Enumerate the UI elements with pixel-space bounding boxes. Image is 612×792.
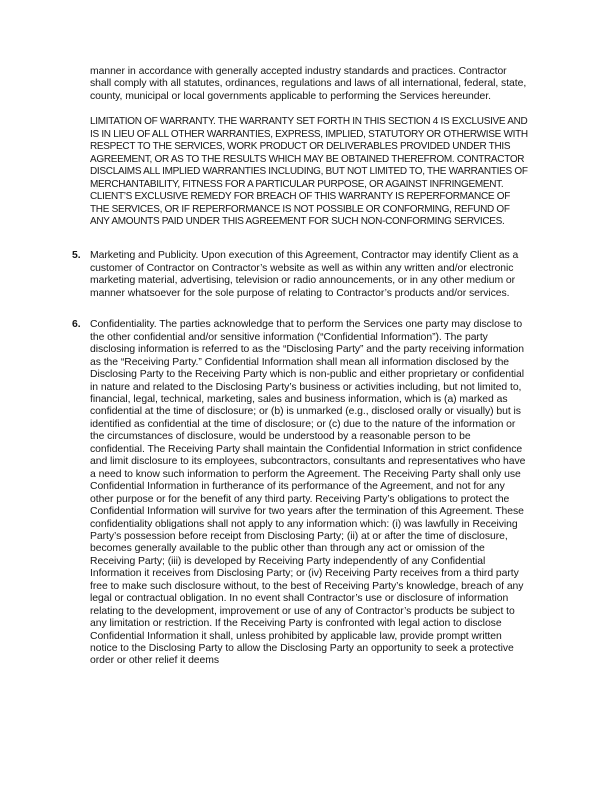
section-5-text: Marketing and Publicity. Upon execution of this Agreement, Contractor may identify Client as a customer of Contractor on Contractor’s website as well as within any written and/or electronic marketing material, advertising, television or radio announcements, or in any other medium or manner whatsoever for the sole purpose of relating to Contractor’s products and/or services. (90, 250, 519, 299)
page-content (72, 66, 528, 668)
section-6-number: 6. (72, 319, 81, 331)
paragraph-limitation-of-warranty: LIMITATION OF WARRANTY. THE WARRANTY SET FORTH IN THIS SECTION 4 IS EXCLUSIVE AND IS IN LIEU OF ALL OTHER WARRANTIES, EXPRESS, IMPLIED, STATUTORY OR OTHERWISE WITH RESPECT TO THE SERVICES, WORK PRODUCT OR DELIVERABLES PROVIDED UNDER THIS AGREEMENT, OR AS TO THE RESULTS WHICH MAY BE OBTAINED THEREFROM. CONTRACTOR DISCLAIMS ALL IMPLIED WARRANTIES INCLUDING, BUT NOT LIMITED TO, THE WARRANTIES OF MERCHANTABILITY, FITNESS FOR A PARTICULAR PURPOSE, OR AGAINST INFRINGEMENT. CLIENT’S EXCLUSIVE REMEDY FOR BREACH OF THIS WARRANTY IS REPERFORMANCE OF THE SERVICES, OR IF REPERFORMANCE IS NOT POSSIBLE OR CONFORMING, REFUND OF ANY AMOUNTS PAID UNDER THIS AGREEMENT FOR SUCH NON-CONFORMING SERVICES. (90, 116, 528, 227)
paragraph-compliance-continuation: manner in accordance with generally accepted industry standards and practices. Contractor shall comply with all statutes, ordinances, regulations and laws of all international, federal, state, county, municipal or local governments applicable to performing the Services hereunder. (90, 66, 527, 102)
section-6-confidentiality (72, 319, 528, 668)
section-6-text: Confidentiality. The parties acknowledge that to perform the Services one party may disclose to the other confidential and/or sensitive information (“Confidential Information”). The party disclosing information is referred to as the “Disclosing Party” and the party receiving information as the “Receiving Party.” Confidential Information shall mean all information disclosed by the Disclosing Party to the Receiving Party which is non-public and either proprietary or confidential in nature and related to the Disclosing Party’s business or activities including, but not limited to, financial, legal, technical, marketing, sales and business information, which is (a) marked as confidential at the time of disclosure; or (b) is unmarked (e.g., disclosed orally or visually) but is identified as confidential at the time of disclosure; or (c) due to the nature of the information or the circumstances of disclosure, would be understood by a reasonable person to be confidential. The Receiving Party shall maintain the Confidential Information in strict confidence and limit disclosure to its employees, subcontractors, consultants and representatives who have a need to know such information to perform the Agreement. The Receiving Party shall only use Confidential Information in furtherance of its performance of the Agreement, and not for any other purpose or for the benefit of any third party. Receiving Party’s obligations to protect the Confidential Information will survive for two years after the termination of this Agreement. These confidentiality obligations shall not apply to any information which: (i) was lawfully in Receiving Party’s possession before receipt from Disclosing Party; (ii) at or after the time of disclosure, becomes generally available to the public other than through any act or omission of the Receiving Party; (iii) is developed by Receiving Party independently of any Confidential Information it receives from Disclosing Party; or (iv) Receiving Party receives from a third party free to make such disclosure without, to the best of Receiving Party’s knowledge, breach of any legal or contractual obligation. In no event shall Contractor’s use or disclosure of information relating to the development, improvement or use of any of Contractor’s products be subject to any limitation or restriction. If the Receiving Party is confronted with legal action to disclose Confidential Information it shall, unless prohibited by applicable law, provide prompt written notice to the Disclosing Party to allow the Disclosing Party an opportunity to seek a protective order or other relief it deems (90, 319, 526, 667)
section-5-number: 5. (72, 250, 81, 262)
section-5-marketing-and-publicity (72, 250, 528, 300)
